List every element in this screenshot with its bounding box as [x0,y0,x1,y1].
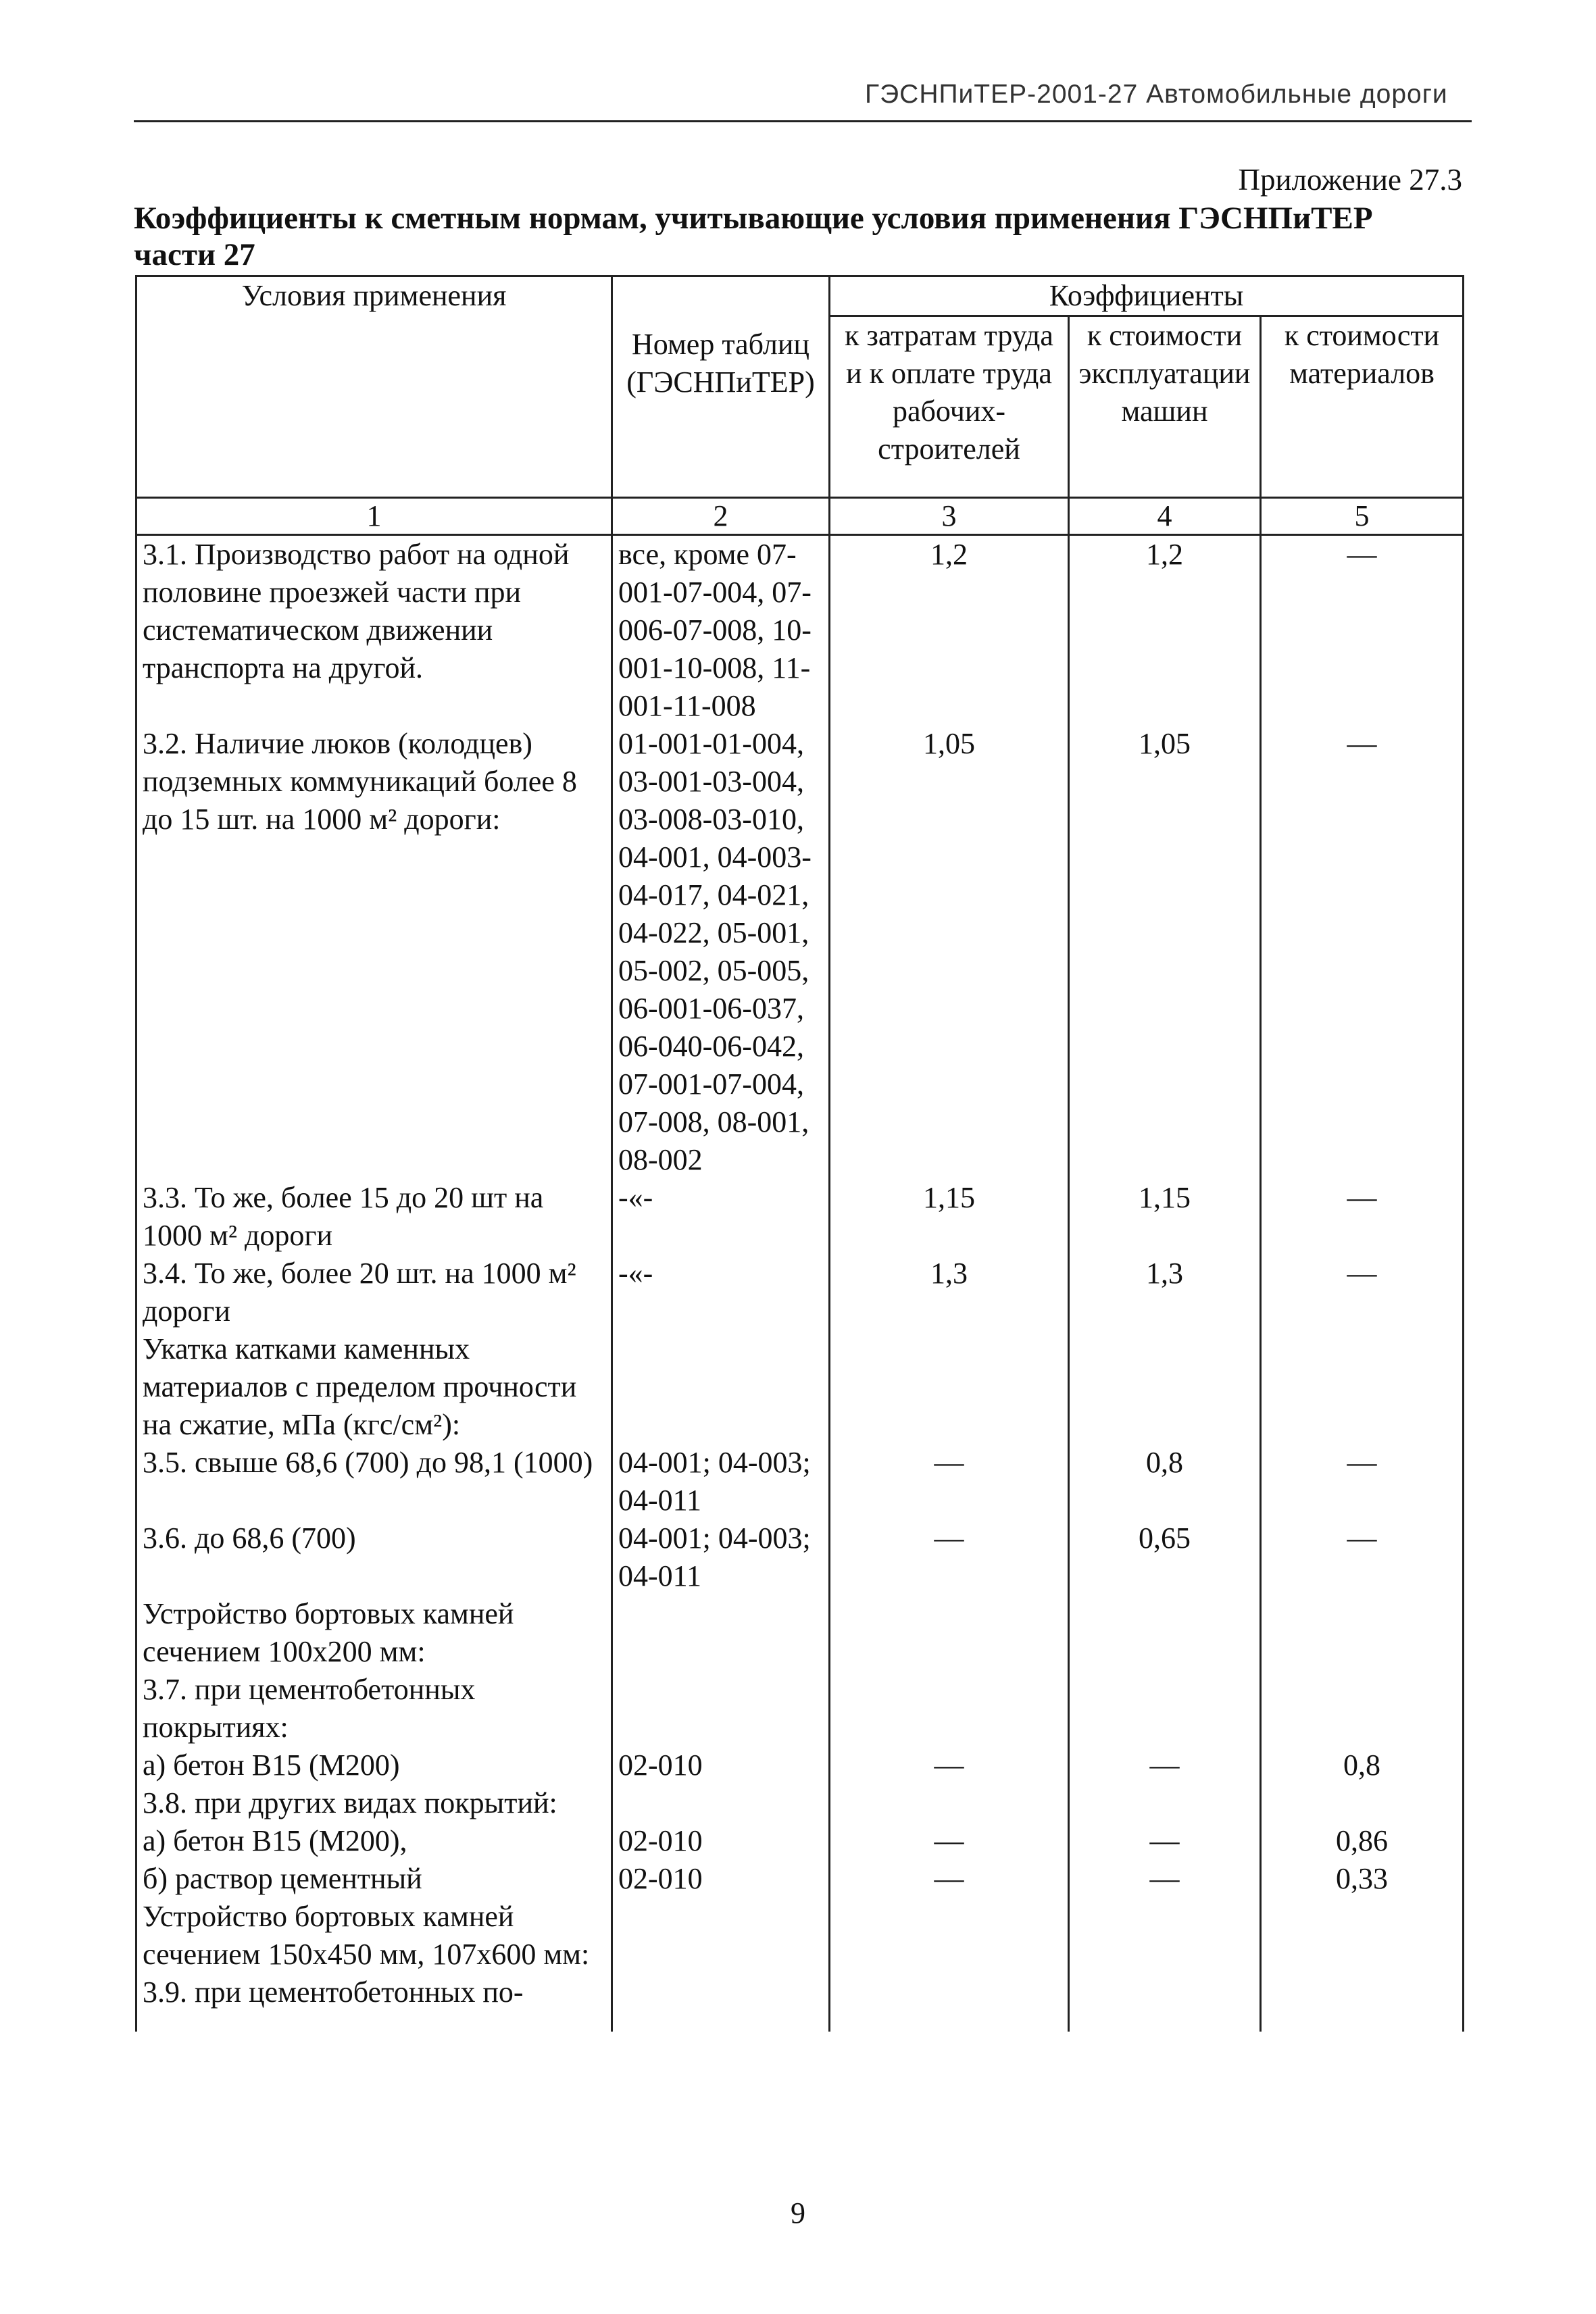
materials-coef-cell: — [1261,535,1464,726]
table-row [136,1444,1464,1519]
coefficients-table [135,275,1464,2032]
tables-cell [612,1784,830,1822]
col3-header: к затратам труда и к оплате труда рабочих-строителей [830,316,1069,498]
machines-coef-cell: 0,65 [1069,1519,1261,1595]
machines-coef-cell: 0,8 [1069,1444,1261,1519]
machines-coef-cell [1069,1784,1261,1822]
condition-cell: Устройство бортовых камней сечением 100x200 мм: [136,1595,612,1671]
labor-coef-cell [830,1330,1069,1444]
labor-coef-cell [830,1973,1069,2011]
labor-coef-cell: — [830,1444,1069,1519]
col5-header: к стоимости материалов [1261,316,1464,498]
machines-coef-cell: — [1069,1822,1261,1860]
table-header [136,276,1464,535]
condition-cell: 3.1. Производство работ на одной половине проезжей части при систематическом движении транспорта на другой. [136,535,612,726]
tables-cell: 01-001-01-004, 03-001-03-004, 03-008-03-010, 04-001, 04-003-04-017, 04-021, 04-022, 05-001, 05-002, 05-005, 06-001-06-037, 06-040-06-042, 07-001-07-004, 07-008, 08-001, 08-002 [612,725,830,1179]
condition-cell: Устройство бортовых камней сечением 150x450 мм, 107x600 мм: [136,1898,612,1973]
table-row [136,1671,1464,1746]
col-number: 4 [1069,498,1261,535]
labor-coef-cell: — [830,1860,1069,1898]
group-header: Коэффициенты [830,276,1464,316]
tables-cell: все, кроме 07-001-07-004, 07-006-07-008, 10-001-10-008, 11-001-11-008 [612,535,830,726]
materials-coef-cell: 0,86 [1261,1822,1464,1860]
header-rule [134,120,1472,122]
materials-coef-cell: 0,33 [1261,1860,1464,1898]
table-row [136,1898,1464,1973]
machines-coef-cell [1069,1671,1261,1746]
col-number: 1 [136,498,612,535]
condition-cell: 3.2. Наличие люков (колодцев) подземных коммуникаций более 8 до 15 шт. на 1000 м² дороги: [136,725,612,1179]
condition-cell: а) бетон В15 (М200) [136,1746,612,1784]
materials-coef-cell [1261,1784,1464,1822]
tables-cell [612,1330,830,1444]
tables-cell: 02-010 [612,1746,830,1784]
continuation-cell [136,2011,612,2032]
labor-coef-cell: 1,05 [830,725,1069,1179]
tables-cell: -«- [612,1179,830,1255]
continuation-cell [612,2011,830,2032]
tables-cell: -«- [612,1255,830,1330]
title-line-1: Коэффициенты к сметным нормам, учитывающие условия применения ГЭСНПиТЕР [134,201,1373,236]
labor-coef-cell: — [830,1822,1069,1860]
labor-coef-cell [830,1671,1069,1746]
machines-coef-cell: — [1069,1860,1261,1898]
table-row [136,1860,1464,1898]
labor-coef-cell [830,1898,1069,1973]
col4-header: к стоимости эксплуатации машин [1069,316,1261,498]
labor-coef-cell: 1,2 [830,535,1069,726]
tables-cell: 02-010 [612,1860,830,1898]
table-row [136,1595,1464,1671]
machines-coef-cell [1069,1595,1261,1671]
tables-cell: 04-001; 04-003; 04-011 [612,1519,830,1595]
title-line-2: части 27 [134,237,255,272]
col2-header: Номер таблиц (ГЭСНПиТЕР) [612,276,830,498]
condition-cell: 3.5. свыше 68,6 (700) до 98,1 (1000) [136,1444,612,1519]
continuation-cell [1261,2011,1464,2032]
condition-cell: а) бетон В15 (М200), [136,1822,612,1860]
tables-cell [612,1973,830,2011]
condition-cell: 3.7. при цементобетонных покрытиях: [136,1671,612,1746]
condition-cell: б) раствор цементный [136,1860,612,1898]
tables-cell: 04-001; 04-003; 04-011 [612,1444,830,1519]
materials-coef-cell: — [1261,1179,1464,1255]
labor-coef-cell: 1,15 [830,1179,1069,1255]
table-continuation [136,2011,1464,2032]
condition-cell: 3.9. при цементобетонных по- [136,1973,612,2011]
column-numbers-row [136,498,1464,535]
machines-coef-cell [1069,1973,1261,2011]
materials-coef-cell [1261,1671,1464,1746]
page-number: 9 [791,2196,805,2230]
machines-coef-cell: 1,3 [1069,1255,1261,1330]
document-title [134,200,1478,273]
materials-coef-cell: — [1261,1519,1464,1595]
table-row [136,725,1464,1179]
machines-coef-cell [1069,1898,1261,1973]
running-header: ГЭСНПиТЕР-2001-27 Автомобильные дороги [865,80,1448,109]
materials-coef-cell: 0,8 [1261,1746,1464,1784]
col-number: 2 [612,498,830,535]
labor-coef-cell: 1,3 [830,1255,1069,1330]
machines-coef-cell [1069,1330,1261,1444]
table-row [136,1330,1464,1444]
labor-coef-cell [830,1595,1069,1671]
condition-cell: 3.6. до 68,6 (700) [136,1519,612,1595]
condition-cell: Укатка катками каменных материалов с пределом прочности на сжатие, мПа (кгс/см²): [136,1330,612,1444]
materials-coef-cell: — [1261,1255,1464,1330]
machines-coef-cell: 1,2 [1069,535,1261,726]
table-row [136,1973,1464,2011]
tables-cell [612,1671,830,1746]
table-row [136,535,1464,726]
materials-coef-cell [1261,1330,1464,1444]
tables-cell [612,1898,830,1973]
labor-coef-cell: — [830,1519,1069,1595]
materials-coef-cell [1261,1973,1464,2011]
materials-coef-cell: — [1261,1444,1464,1519]
appendix-label: Приложение 27.3 [1238,163,1462,197]
labor-coef-cell [830,1784,1069,1822]
table-row [136,1519,1464,1595]
tables-cell: 02-010 [612,1822,830,1860]
table-row [136,1179,1464,1255]
continuation-cell [830,2011,1069,2032]
machines-coef-cell: 1,05 [1069,725,1261,1179]
condition-cell: 3.8. при других видах покрытий: [136,1784,612,1822]
tables-cell [612,1595,830,1671]
table-body [136,535,1464,2032]
col1-header: Условия применения [136,276,612,498]
condition-cell: 3.4. То же, более 20 шт. на 1000 м² дороги [136,1255,612,1330]
table-row [136,1822,1464,1860]
table-row [136,1255,1464,1330]
labor-coef-cell: — [830,1746,1069,1784]
col-number: 3 [830,498,1069,535]
table-row [136,1784,1464,1822]
continuation-cell [1069,2011,1261,2032]
materials-coef-cell [1261,1595,1464,1671]
machines-coef-cell: — [1069,1746,1261,1784]
table-row [136,1746,1464,1784]
condition-cell: 3.3. То же, более 15 до 20 шт на 1000 м² дороги [136,1179,612,1255]
col-number: 5 [1261,498,1464,535]
machines-coef-cell: 1,15 [1069,1179,1261,1255]
materials-coef-cell [1261,1898,1464,1973]
materials-coef-cell: — [1261,725,1464,1179]
